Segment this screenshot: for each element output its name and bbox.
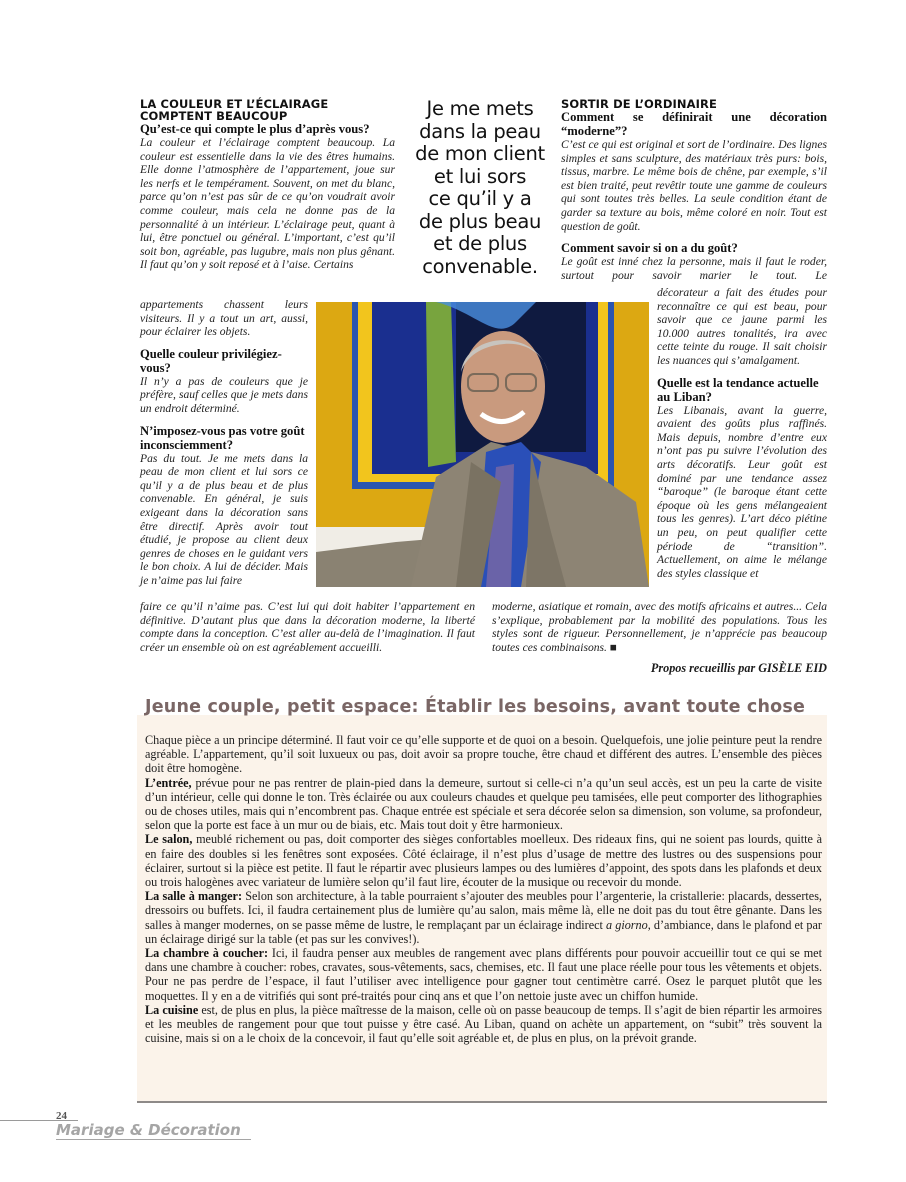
section-heading-line: LA COULEUR ET L’ÉCLAIRAGE	[140, 97, 329, 111]
answer-6-continued-block	[492, 600, 827, 654]
paragraph-lead: La chambre à coucher:	[145, 946, 269, 961]
paragraph-text: , d’ambiance, dans le plafond et par un éclairage dirigé sur la table (et pas sur les convives!).	[145, 917, 822, 946]
sidebar-paragraph-chambre	[145, 946, 822, 1003]
answer-5-continued: décorateur a fait des études pour reconnaître ce qui est beau, pour savoir que ce jaune parmi les 10.000 autres tonalités, ira avec cette teinte du rouge. Il sait choisir les nuances qui s’amalgament.	[657, 286, 827, 367]
sidebar-paragraph-entree	[145, 776, 822, 833]
section-heading-line: COMPTENT BEAUCOUP	[140, 109, 288, 123]
magazine-name: Mariage & Décoration	[56, 1122, 251, 1140]
question-2: Quelle couleur privilégiez-vous?	[140, 346, 282, 375]
answer-5: Le goût est inné chez la personne, mais il faut le roder, surtout pour savoir marier le tout. Le	[561, 255, 827, 282]
question-4: Comment se définirait une décoration “moderne”?	[561, 110, 827, 138]
question-6: Quelle est la tendance actuelle au Liban?	[657, 375, 819, 404]
portrait-photo	[316, 302, 649, 587]
paragraph-lead: Le salon,	[145, 832, 193, 847]
right-column	[561, 98, 827, 282]
answer-6: Les Libanais, avant la guerre, avaient des goûts plus raffinés. Mais depuis, nombre d’entre eux n’ont pas pu suivre l’évolution des arts décoratifs. Leur goût est dominé par une tendance assez “baroque” (le baroque étant cette époque où les gens mélangeaient tous les genres). L’art déco piétine un peu, on peut qualifier cette période de “transition”. Actuellement, on aime le mélange des styles classique et	[657, 403, 827, 580]
question-3: N’imposez-vous pas votre goût inconsciemment?	[140, 423, 305, 452]
answer-2: Il n’y a pas de couleurs que je préfère, sauf celles que je mets dans un endroit déterminé.	[140, 374, 308, 415]
pull-quote-line: ce qu’il y a	[428, 187, 532, 210]
answer-6-continued	[492, 600, 827, 654]
paragraph-lead: La cuisine	[145, 1002, 199, 1017]
answer-3: Pas du tout. Je me mets dans la peau de mon client et lui sors ce qu’il y a de plus beau et de plus convenable. En général, je suis exigeant dans la décoration sans être directif. Après avoir tout étudié, je propose au client deux genres de choses en le guidant vers le bon choix. A lui de décider. Mais je n’aime pas lui faire	[140, 451, 308, 587]
answer-4: C’est ce qui est original et sort de l’ordinaire. Des lignes simples et sans sculpture, des matériaux très purs: bois, tissus, marbre. Le même bois de chêne, par exemple, s’il est bien traité, peut revêtir toute une gamme de couleurs qui sont toutes très belles. La seule condition étant de garder sa texture au bois, même coloré en noir. Tout est question de goût.	[561, 138, 827, 233]
left-column	[140, 98, 395, 272]
page-number: 24	[56, 1110, 67, 1122]
paragraph-text: prévue pour ne pas rentrer de plain-pied dans la demeure, surtout si celle-ci n’a qu’un seul accès, est un peu la carte de visite d’un intérieur, celle qui donne le ton. Très éclairée ou aux couleurs chaudes et quelque peu tamisées, elle peut comporter des lithographies ou de choses utiles, mais qui n’encombrent pas. Chaque entrée est spéciale et sera décorée selon sa dimension, son volume, sa profondeur, selon que la porte est face à un mur ou de biais, etc. Mais tout doit y être harmonieux.	[145, 775, 822, 833]
pull-quote-line: dans la peau	[419, 119, 541, 143]
paragraph-italic: a giorno	[606, 917, 648, 932]
sidebar-box-title: Jeune couple, petit espace: Établir les besoins, avant toute chose	[145, 697, 806, 717]
sidebar-paragraph-cuisine	[145, 1003, 822, 1046]
sidebar-paragraph-salon	[145, 832, 822, 889]
pull-quote-line: de mon client	[415, 142, 545, 165]
portrait-illustration	[316, 302, 649, 587]
pull-quote-line: convenable.	[422, 254, 538, 278]
paragraph-text: Ici, il faudra penser aux meubles de rangement avec plans différents pour pouvoir accueillir tout ce qui se met dans une chambre à coucher: robes, cravates, sous-vêtements, sacs, chemises, etc. Il faut une place réelle pour tous les vêtements et objets. Pour ne pas perdre de l’espace, il faut l’utiliser avec intelligence pour gagner tout centimètre carré. Osez le parquet plutôt que les moquettes. Il y en a de vitrifiés qui sont pré-traités pour cinq ans et que l’on nettoie juste avec un chiffon humide.	[145, 946, 822, 1003]
paragraph-text: Selon son architecture, à la table pourraient s’ajouter des meubles pour l’argenterie, la cristallerie: placards, dessertes, dressoirs ou buffets. Ici, il faudra certainement plus de lumière qu’au salon, mais même là, elle ne doit pas du tout être gênante. Dans les salles à manger modernes, on se passe même de lustre, le remplaçant par un éclairage indirect	[145, 889, 822, 932]
sidebar-box-text	[145, 733, 822, 1045]
pull-quote	[405, 98, 555, 278]
section-heading-ordinaire: SORTIR DE L’ORDINAIRE	[561, 97, 717, 111]
answer-3-continued-block	[140, 600, 475, 654]
section-heading-couleur	[140, 98, 395, 122]
paragraph-text: meublé richement ou pas, doit comporter des sièges confortables moelleux. Des rideaux fins, qui ne soient pas lourds, quitte à en faire des doubles si les fenêtres sont exposées. Côté éclairage, il n’est plus d’usage de mettre des lustres ou des suspensions pour éclairer, surtout si la pièce est petite. Il faut le répartir avec plusieurs lampes ou des lumières d’appoint, des spots dans les plafonds et deux ou trois halogènes avec variateur de lumière selon qu’il faut lire, écouter de la musique ou recevoir du monde.	[145, 832, 822, 890]
left-column-narrow	[140, 298, 308, 588]
pull-quote-line: Je me mets	[426, 97, 534, 120]
answer-1-continued: appartements chassent leurs visiteurs. Il y a tout un art, aussi, pour éclairer les objets.	[140, 298, 308, 339]
question-1: Qu’est-ce qui compte le plus d’après vous?	[140, 122, 370, 136]
end-mark-icon: ■	[609, 640, 617, 654]
pull-quote-line: et de plus	[433, 232, 527, 255]
paragraph-lead: L’entrée,	[145, 775, 192, 790]
paragraph-lead: La salle à manger:	[145, 889, 243, 904]
right-column-narrow	[657, 286, 827, 580]
sidebar-paragraph-salle-a-manger	[145, 889, 822, 946]
answer-6-continued-text: moderne, asiatique et romain, avec des motifs africains et autres... Cela s’explique, probablement par la mobilité des populations. Tous les styles sont de rigueur. Personnellement, je n’apprécie pas beaucoup toutes ces combinaisons.	[492, 600, 827, 654]
answer-1: La couleur et l’éclairage comptent beaucoup. La couleur est essentielle dans la vie des êtres humains. Elle donne l’atmosphère de l’appartement, joue sur les nerfs et le tempérament. Souvent, on met du blanc, parce qu’on n’est pas sûr de ce qu’on voudrait avoir comme couleur, mais cela ne donne pas de la personnalité à un intérieur. L’éclairage peut, quant à lui, être ponctuel ou général. L’important, c’est qu’il soit bon, agréable, pas lugubre, mais non plus gênant. Il faut qu’on y soit reposé et à l’aise. Certains	[140, 136, 395, 272]
pull-quote-line: et lui sors	[433, 164, 527, 188]
author-signature: Propos recueillis par GISÈLE EID	[650, 661, 827, 675]
question-5: Comment savoir si on a du goût?	[561, 241, 738, 256]
paragraph-text: est, de plus en plus, la pièce maîtresse de la maison, celle où on passe beaucoup de temps. Il s’agit de bien répartir les armoires et les meubles de rangement pour que tout puisse y être casé. Au Liban, quand on achète un appartement, on “subit” très souvent la cuisine, mais si on a le choix de la concevoir, il faut qu’elle soit agréable et, de plus en plus, on la prévoit grande.	[145, 1002, 822, 1046]
answer-3-continued: faire ce qu’il n’aime pas. C’est lui qui doit habiter l’appartement en définitive. D’autant plus que dans la décoration moderne, la liberté compte dans la conception. C’est aller au-delà de l’imagination. Il faut créer un ensemble où on est agréablement accueilli.	[140, 600, 475, 654]
pull-quote-line: de plus beau	[418, 209, 542, 233]
sidebar-intro: Chaque pièce a un principe déterminé. Il faut voir ce qu’elle supporte et de quoi on a besoin. Quelquefois, une jolie peinture peut la rendre agréable. L’appartement, qu’il soit luxueux ou pas, doit avoir sa propre touche, être chaud et différent des autres. L’ensemble des pièces doit être homogène.	[145, 733, 822, 776]
